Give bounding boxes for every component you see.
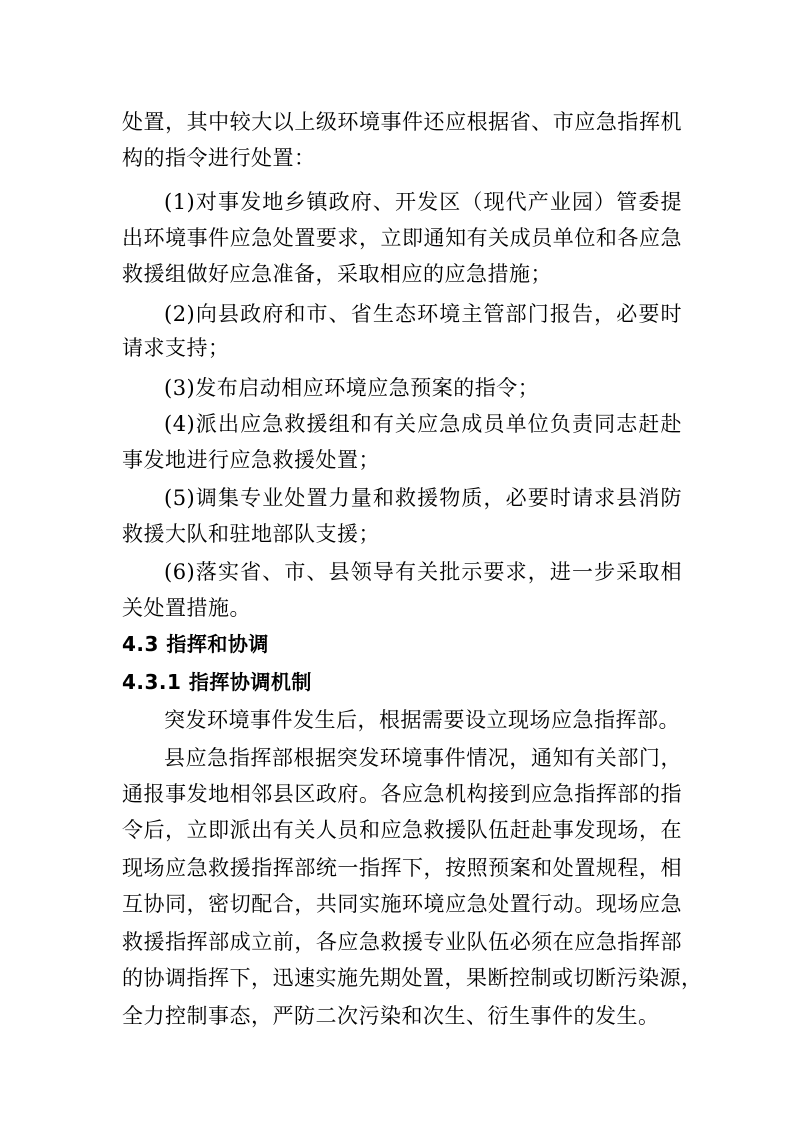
paragraph-line: 救援组做好应急准备，采取相应的应急措施； [122,262,552,286]
paragraph-line: 突发环境事件发生后，根据需要设立现场应急指挥部。 [164,708,680,732]
list-item-1: (1)对事发地乡镇政府、开发区（现代产业园）管委提 [164,190,682,214]
paragraph-line: 救援指挥部成立前，各应急救援专业队伍必须在应急指挥部 [122,930,682,954]
paragraph-line: 事发地进行应急救援处置； [122,448,380,472]
paragraph-line: 的协调指挥下，迅速实施先期处置，果断控制或切断污染源， [122,966,703,990]
paragraph-line: 请求支持； [122,336,230,360]
subsection-heading: 4.3.1 指挥协调机制 [122,670,312,694]
list-item-3: (3)发布启动相应环境应急预案的指令； [164,376,540,400]
list-item-6: (6)落实省、市、县领导有关批示要求，进一步采取相 [164,560,682,584]
list-item-4: (4)派出应急救援组和有关应急成员单位负责同志赶赴 [164,412,682,436]
paragraph-line: 处置，其中较大以上级环境事件还应根据省、市应急指挥机 [122,110,682,134]
section-heading: 4.3 指挥和协调 [122,632,269,656]
paragraph-line: 救援大队和驻地部队支援； [122,522,380,546]
paragraph-line: 全力控制事态，严防二次污染和次生、衍生事件的发生。 [122,1004,660,1028]
list-item-5: (5)调集专业处置力量和救援物质，必要时请求县消防 [164,486,682,510]
list-item-2: (2)向县政府和市、省生态环境主管部门报告，必要时 [164,302,682,326]
paragraph-line: 县应急指挥部根据突发环境事件情况，通知有关部门， [164,746,682,770]
paragraph-line: 构的指令进行处置： [122,146,316,170]
paragraph-line: 现场应急救援指挥部统一指挥下，按照预案和处置规程，相 [122,856,682,880]
paragraph-line: 互协同，密切配合，共同实施环境应急处置行动。现场应急 [122,892,682,916]
paragraph-line: 出环境事件应急处置要求，立即通知有关成员单位和各应急 [122,226,682,250]
paragraph-line: 令后，立即派出有关人员和应急救援队伍赶赴事发现场，在 [122,818,682,842]
paragraph-line: 关处置措施。 [122,596,251,620]
paragraph-line: 通报事发地相邻县区政府。各应急机构接到应急指挥部的指 [122,782,682,806]
